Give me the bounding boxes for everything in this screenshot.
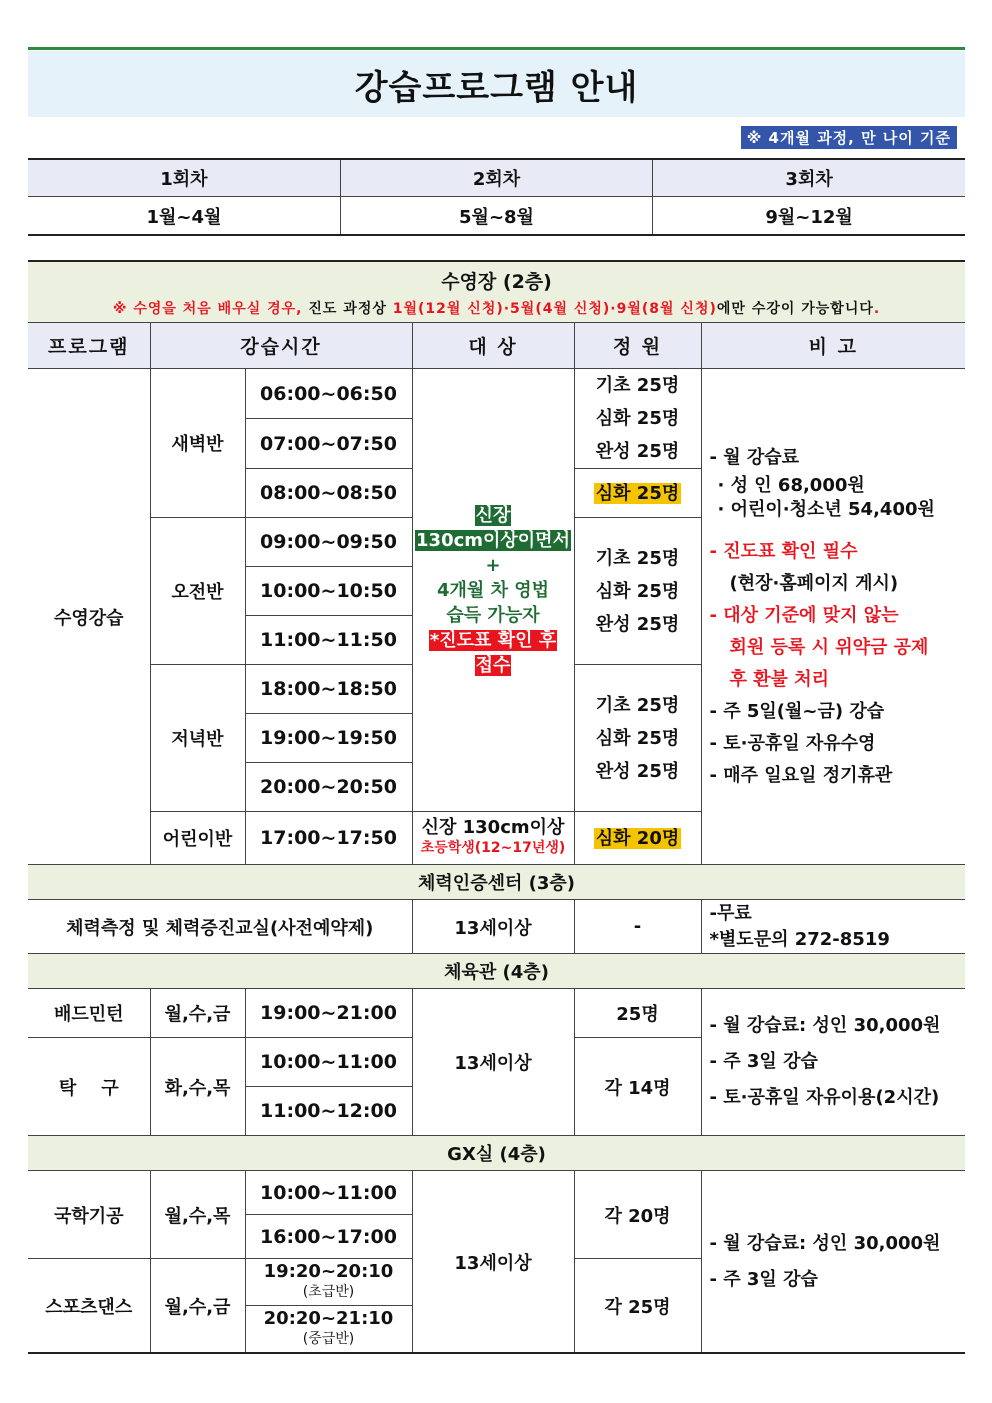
dance-time-value: 19:20~20:10: [263, 1261, 394, 1282]
term-table: [28, 158, 965, 236]
capacity-line: 심화 25명: [595, 408, 680, 429]
highlight-capacity: 심화 20명: [595, 827, 680, 849]
remark-red2: - 대상 기준에 맞지 않는: [709, 604, 899, 626]
target-plus: +: [485, 554, 501, 576]
term-period-1: 1월~4월: [28, 197, 340, 236]
capacity-line: 기초 25명: [595, 375, 680, 396]
remark-b3: - 매주 일요일 정기휴관: [709, 764, 893, 786]
evening-time-2: 19:00~19:50: [245, 714, 412, 763]
tabletennis-name: 탁 구: [28, 1038, 150, 1136]
term-header-2: 2회차: [340, 159, 652, 197]
gukhak-days: 월,수,목: [150, 1171, 245, 1259]
gx-remark-1: - 월 강습료: 성인 30,000원: [709, 1232, 941, 1254]
remark-fee-youth: · 어린이·청소년 54,400원: [717, 498, 935, 520]
gym-remark-3: - 토·공휴일 자유이용(2시간): [709, 1087, 940, 1108]
pool-notice-red2: 1월(12월 신청)·5월(4월 신청)·9월(8월 신청): [392, 300, 717, 317]
title-banner: [28, 51, 965, 117]
evening-time-1: 18:00~18:50: [245, 665, 412, 714]
dawn-time-3: 08:00~08:50: [245, 469, 412, 518]
col-target: 대 상: [412, 323, 574, 369]
dawn-capacity-b: [574, 469, 701, 518]
col-time: 강습시간: [150, 323, 412, 369]
gym-remark-2: - 주 3일 강습: [709, 1051, 818, 1072]
page-title: 강습프로그램 안내: [354, 67, 639, 108]
badminton-time: 19:00~21:00: [245, 989, 412, 1038]
gym-remark-1: - 월 강습료: 성인 30,000원: [709, 1015, 941, 1036]
tabletennis-capacity: 각 14명: [574, 1038, 701, 1136]
fitness-capacity: -: [574, 900, 701, 954]
capacity-line: 심화 25명: [595, 580, 680, 602]
pool-notice-end: .: [873, 300, 881, 317]
gukhak-time-2: 16:00~17:00: [245, 1215, 412, 1259]
dawn-capacity-a: [574, 369, 701, 469]
pool-section-title: 수영장 (2층): [441, 270, 552, 293]
target-line1: 신장: [475, 504, 511, 526]
evening-capacity: [574, 665, 701, 812]
kids-class-name: 어린이반: [150, 812, 245, 865]
capacity-line: 완성 25명: [595, 613, 680, 635]
gx-remarks: [701, 1171, 965, 1354]
tabletennis-days: 화,수,목: [150, 1038, 245, 1136]
course-note: ※ 4개월 과정, 만 나이 기준: [741, 126, 957, 149]
kids-capacity: [574, 812, 701, 865]
remark-b1: - 주 5일(월~금) 강습: [709, 700, 885, 722]
fitness-section-title: 체력인증센터 (3층): [28, 865, 965, 900]
morning-capacity: [574, 518, 701, 665]
program-table: [28, 260, 965, 1354]
dawn-time-2: 07:00~07:50: [245, 419, 412, 469]
remark-red2-sub1: 회원 등록 시 위약금 공제: [729, 636, 929, 658]
capacity-line: 완성 25명: [595, 441, 680, 462]
capacity-line: 기초 25명: [595, 694, 680, 716]
pool-notice-tail: 에만 수강이 가능합니다: [716, 300, 874, 317]
morning-time-3: 11:00~11:50: [245, 616, 412, 665]
gym-remarks: [701, 989, 965, 1136]
remark-b2: - 토·공휴일 자유수영: [709, 732, 876, 754]
badminton-days: 월,수,금: [150, 989, 245, 1038]
remark-fee-title: - 월 강습료: [709, 446, 800, 468]
kids-time: 17:00~17:50: [245, 812, 412, 865]
target-line5: *진도표 확인 후: [429, 629, 557, 651]
kids-target-line2: 초등학생(12~17년생): [420, 840, 566, 856]
capacity-line: 기초 25명: [595, 547, 680, 569]
col-remarks: 비 고: [701, 323, 965, 369]
pool-remarks: [701, 369, 965, 865]
highlight-capacity: 심화 25명: [595, 482, 680, 504]
dance-capacity: 각 25명: [574, 1259, 701, 1354]
term-header-1: 1회차: [28, 159, 340, 197]
fitness-program: 체력측정 및 체력증진교실(사전예약제): [28, 900, 412, 954]
remark-red1-sub: (현장·홈페이지 게시): [729, 572, 899, 594]
capacity-line: 완성 25명: [595, 760, 680, 782]
gukhak-name: 국학기공: [28, 1171, 150, 1259]
dance-level: (초급반): [302, 1284, 355, 1300]
col-capacity: 정 원: [574, 323, 701, 369]
pool-notice-mid: 진도 과정상: [302, 300, 393, 317]
pool-section-header: [28, 261, 965, 323]
gukhak-capacity: 각 20명: [574, 1171, 701, 1259]
badminton-capacity: 25명: [574, 989, 701, 1038]
tabletennis-time-2: 11:00~12:00: [245, 1087, 412, 1136]
term-period-3: 9월~12월: [653, 197, 965, 236]
dance-time-2: [245, 1306, 412, 1354]
target-line3: 4개월 차 영법: [437, 579, 549, 601]
gx-target: 13세이상: [412, 1171, 574, 1354]
gym-section-title: 체육관 (4층): [28, 954, 965, 989]
dawn-class-name: 새벽반: [150, 369, 245, 518]
kids-target: [412, 812, 574, 865]
remark-red1: - 진도표 확인 필수: [709, 540, 858, 562]
kids-target-line1: 신장 130cm이상: [421, 817, 565, 838]
gx-remark-2: - 주 3일 강습: [709, 1268, 818, 1290]
target-line6: 접수: [475, 654, 511, 676]
evening-class-name: 저녁반: [150, 665, 245, 812]
pool-notice: [28, 298, 965, 318]
dawn-time-1: 06:00~06:50: [245, 369, 412, 419]
dance-time-value: 20:20~21:10: [263, 1308, 394, 1329]
capacity-line: 심화 25명: [595, 727, 680, 749]
badminton-name: 배드민턴: [28, 989, 150, 1038]
target-line2: 130cm이상이면서: [416, 529, 570, 551]
fitness-remark-2: *별도문의 272-8519: [709, 928, 890, 950]
remark-fee-adult: · 성 인 68,000원: [717, 474, 865, 496]
fitness-target: 13세이상: [412, 900, 574, 954]
gukhak-time-1: 10:00~11:00: [245, 1171, 412, 1215]
fitness-remarks: [701, 900, 965, 954]
dance-name: 스포츠댄스: [28, 1259, 150, 1354]
dance-level: (중급반): [302, 1331, 355, 1347]
term-header-3: 3회차: [653, 159, 965, 197]
tabletennis-time-1: 10:00~11:00: [245, 1038, 412, 1087]
pool-program-name: 수영강습: [28, 369, 150, 865]
pool-target: [412, 369, 574, 812]
evening-time-3: 20:00~20:50: [245, 763, 412, 812]
fitness-remark-1: -무료: [709, 902, 752, 924]
gx-section-title: GX실 (4층): [28, 1136, 965, 1171]
title-top-rule: [28, 47, 965, 50]
dance-time-1: [245, 1259, 412, 1306]
term-period-2: 5월~8월: [340, 197, 652, 236]
pool-notice-red1: ※ 수영을 처음 배우실 경우,: [112, 300, 303, 317]
morning-time-1: 09:00~09:50: [245, 518, 412, 567]
col-program: 프로그램: [28, 323, 150, 369]
gym-target: 13세이상: [412, 989, 574, 1136]
remark-red2-sub2: 후 환불 처리: [729, 668, 829, 690]
target-line4: 습득 가능자: [446, 604, 540, 626]
dance-days: 월,수,금: [150, 1259, 245, 1354]
morning-class-name: 오전반: [150, 518, 245, 665]
morning-time-2: 10:00~10:50: [245, 567, 412, 616]
